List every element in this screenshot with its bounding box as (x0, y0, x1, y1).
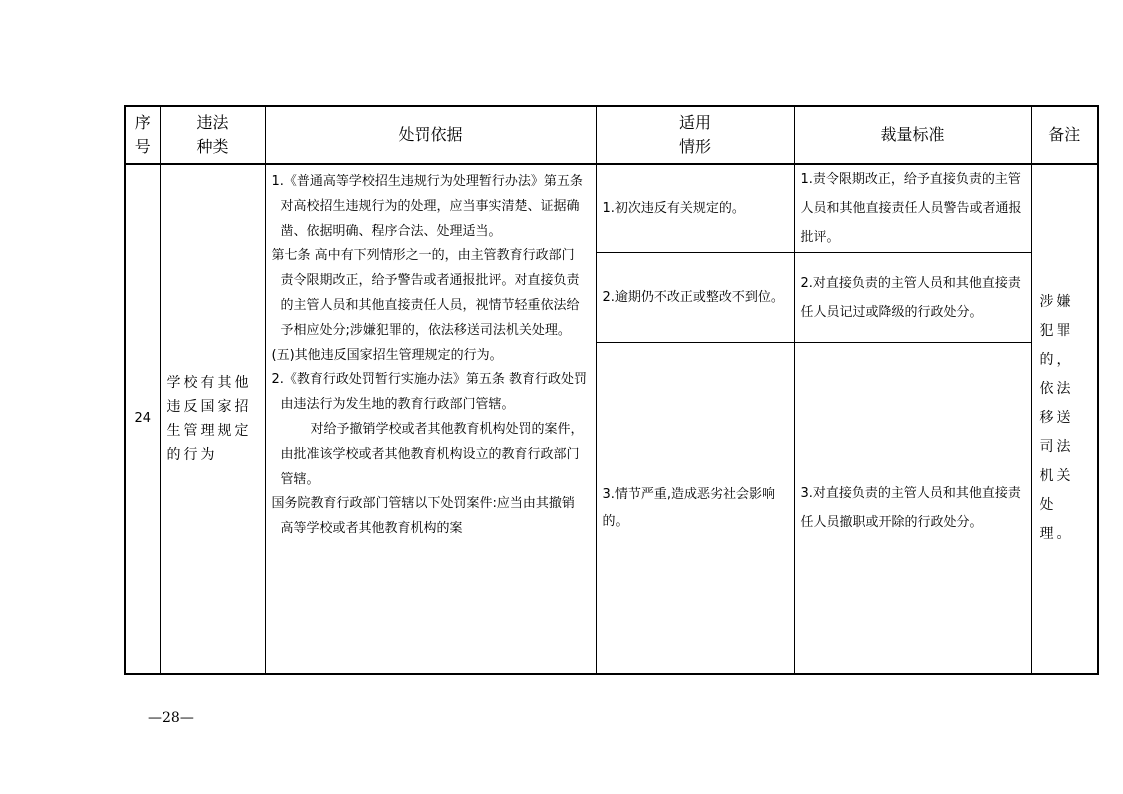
cell-standard-2: 2.对直接负责的主管人员和其他直接责任人员记过或降级的行政处分。 (794, 253, 1031, 343)
header-situation: 适用情形 (596, 106, 794, 164)
cell-situation-2: 2.逾期仍不改正或整改不到位。 (596, 253, 794, 343)
header-basis: 处罚依据 (265, 106, 596, 164)
header-type: 违法种类 (160, 106, 265, 164)
cell-penalty-basis (265, 164, 596, 674)
cell-situation-3: 3.情节严重,造成恶劣社会影响的。 (596, 343, 794, 674)
penalty-table (124, 105, 1099, 675)
table-row (125, 164, 1098, 253)
header-standard: 裁量标准 (794, 106, 1031, 164)
cell-standard-3: 3.对直接负责的主管人员和其他直接责任人员撤职或开除的行政处分。 (794, 343, 1031, 674)
header-note: 备注 (1031, 106, 1098, 164)
basis-para-1: 1.《普通高等学校招生违规行为处理暂行办法》第五条 对高校招生违规行为的处理，应当事实清楚、证据确凿、依据明确、程序合法、处理适当。 (271, 174, 583, 239)
basis-para-4: 2.《教育行政处罚暂行实施办法》第五条 教育行政处罚由违法行为发生地的教育行政部门管辖。 (271, 372, 588, 413)
basis-para-2: 第七条 高中有下列情形之一的，由主管教育行政部门责令限期改正，给予警告或者通报批评。对直接负责的主管人员和其他直接责任人员，视情节轻重依法给予相应处分;涉嫌犯罪的，依法移送司法机关处理。 (271, 248, 580, 338)
cell-situation-1: 1.初次违反有关规定的。 (596, 164, 794, 253)
cell-note: 涉嫌犯罪的，依法移送司法机关处理。 (1031, 164, 1098, 674)
table-header-row (125, 106, 1098, 164)
cell-seq: 24 (125, 164, 160, 674)
header-seq: 序号 (125, 106, 160, 164)
basis-para-5: 对给予撤销学校或者其他教育机构处罚的案件，由批准该学校或者其他教育机构设立的教育行政部门管辖。 (280, 421, 584, 487)
page-number: —28— (148, 710, 194, 726)
cell-standard-1: 1.责令限期改正，给予直接负责的主管人员和其他直接责任人员警告或者通报批评。 (794, 164, 1031, 253)
basis-para-6: 国务院教育行政部门管辖以下处罚案件:应当由其撤销高等学校或者其他教育机构的案 (271, 496, 575, 537)
basis-para-3: (五)其他违反国家招生管理规定的行为。 (271, 347, 503, 363)
cell-violation-type: 学校有其他违反国家招生管理规定的行为 (160, 164, 265, 674)
